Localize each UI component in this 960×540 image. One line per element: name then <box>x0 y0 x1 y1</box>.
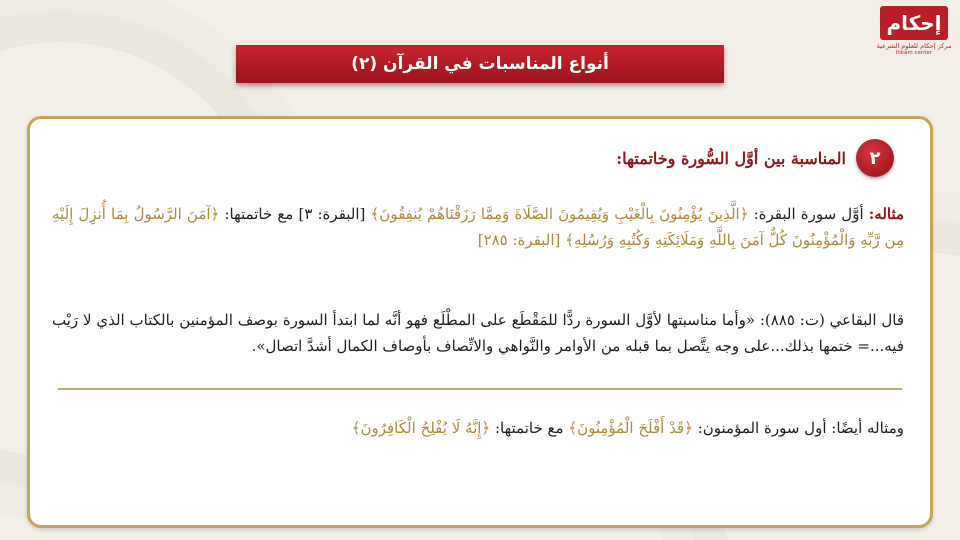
example-intro: أوَّل سورة البقرة: <box>748 205 869 223</box>
quran-verse-muminun-117: ﴿إِنَّهُ لَا يُفْلِحُ الْكَافِرُونَ﴾ <box>351 419 491 437</box>
verse-reference: [البقرة: ٣] <box>298 205 371 223</box>
biqai-quote-paragraph: قال البقاعي (ت: ٨٨٥): «وأما مناسبتها لأوَّل السورة ردًّا للمَقْطَع على المطْلَع فهو أنَّه لما ابتدأ السورة بوصف المؤمنين بالكتاب الذي لا رَيْب فيه...= ختمها بذلك...على وجه يتَّصل بما قبله من الأوامر والنَّواهي والاتِّصاف بأوصاف الكمال أشدَّ اتصال». <box>52 311 904 355</box>
logo-mark <box>880 6 948 40</box>
content-card <box>27 116 933 528</box>
second-example-paragraph <box>52 415 904 441</box>
slide-title: أنواع المناسبات في القرآن (٢) <box>351 54 609 74</box>
example-paragraph <box>52 201 904 253</box>
quran-verse-muminun-1: ﴿قَدْ أَفْلَحَ الْمُؤْمِنُونَ﴾ <box>568 419 693 437</box>
second-example-intro: ومثاله أيضًا: أول سورة المؤمنون: <box>692 419 904 437</box>
section-number-badge: ٢ <box>856 139 894 177</box>
logo-mark-text: إحكام <box>886 11 942 35</box>
example-mid-text: مع خاتمتها: <box>219 205 299 223</box>
verse-reference: [البقرة: ٢٨٥] <box>477 231 566 249</box>
ihkam-logo <box>878 6 950 60</box>
section-title: المناسبة بين أوَّل السُّورة وخاتمتها: <box>616 148 846 168</box>
logo-subtitle: مركز إحكام للعلوم الشرعية <box>876 42 952 50</box>
slide-title-banner <box>236 45 724 83</box>
divider <box>58 388 902 390</box>
second-example-mid-text: مع خاتمتها: <box>490 419 569 437</box>
logo-subtitle-latin: Ihkam center <box>895 50 933 56</box>
quran-verse-baqarah-285: ﴿آمَنَ الرَّسُولُ بِمَا أُنزِلَ إِلَيْهِ مِن رَّبِّهِ وَالْمُؤْمِنُونَ كُلٌّ آمَنَ بِاللَّهِ وَمَلَائِكَتِهِ وَكُتُبِهِ وَرُسُلِهِ﴾ <box>52 205 904 249</box>
quran-verse-baqarah-3: ﴿الَّذِينَ يُؤْمِنُونَ بِالْغَيْبِ وَيُقِيمُونَ الصَّلَاةَ وَمِمَّا رَزَقْنَاهُمْ يُنفِقُونَ﴾ <box>370 205 749 223</box>
section-heading <box>616 139 894 177</box>
example-label: مثاله: <box>868 205 905 223</box>
